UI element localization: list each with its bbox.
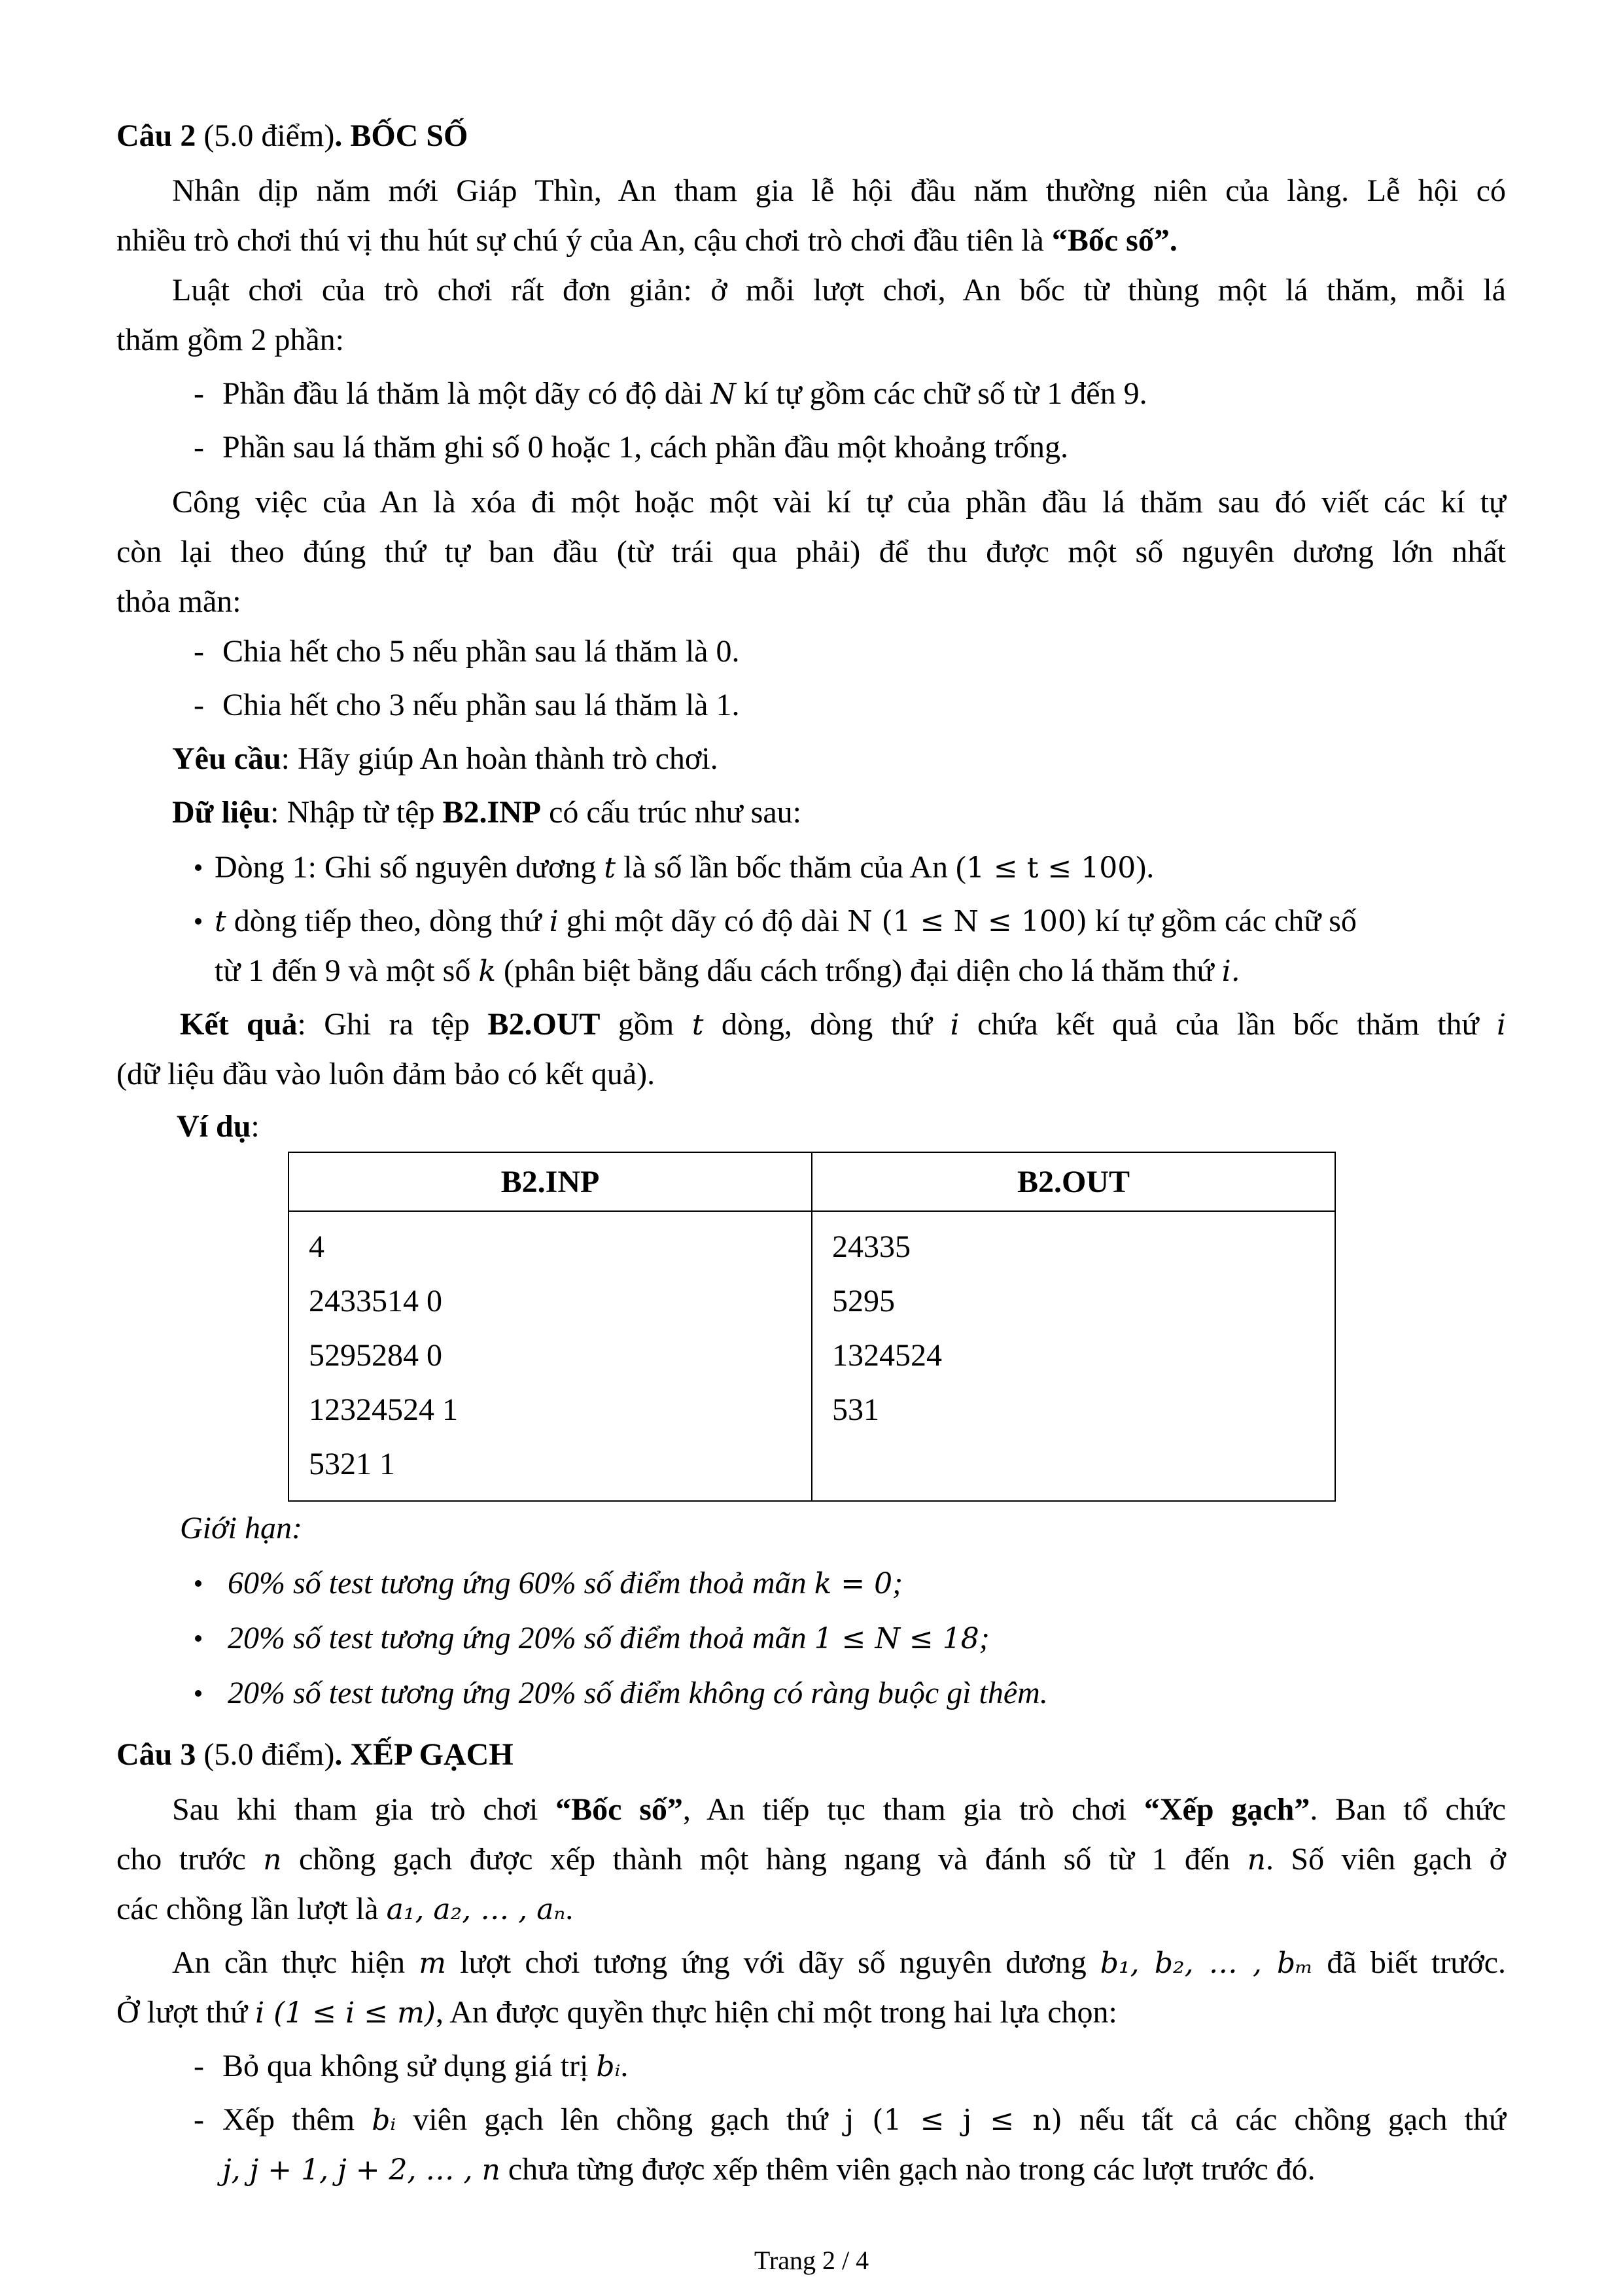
output-line: 5295 (832, 1284, 895, 1318)
q2-task-line-1: Công việc của An là xóa đi một hoặc một vài kí tự của phần đầu lá thăm sau đó viết các kí tự (172, 485, 1506, 520)
bullet-dot (195, 918, 201, 925)
q2-task-line-2: còn lại theo đúng thứ tự ban đầu (từ trái qua phải) để thu được một số nguyên dương lớn nhất (116, 535, 1506, 569)
q2-limit-1: 60% số test tương ứng 60% số điểm thoả mãn k = 0; (228, 1566, 903, 1600)
q3-para-2-line-2: Ở lượt thứ i (1 ≤ i ≤ m), An được quyền thực hiện chỉ một trong hai lựa chọn: (116, 1995, 1117, 2030)
output-line: 1324524 (832, 1338, 942, 1373)
q2-example-label: Ví dụ: (177, 1109, 260, 1144)
input-line: 5295284 0 (309, 1338, 442, 1373)
input-line: 4 (309, 1229, 324, 1264)
q2-input-description: Dữ liệu: Nhập từ tệp B2.INP có cấu trúc như sau: (172, 795, 801, 830)
dash-bullet: - (194, 2102, 204, 2137)
table-header-output: B2.OUT (812, 1152, 1335, 1211)
dash-bullet: - (194, 430, 204, 465)
q2-input-line-2b: từ 1 đến 9 và một số k (phân biệt bằng dấu cách trống) đại diện cho lá thăm thứ i. (215, 953, 1240, 988)
q2-part-1: Phần đầu lá thăm là một dãy có độ dài N kí tự gồm các chữ số từ 1 đến 9. (222, 376, 1147, 411)
dash-bullet: - (194, 688, 204, 722)
q2-output-line-1: Kết quả: Ghi ra tệp B2.OUT gồm t dòng, dòng thứ i chứa kết quả của lần bốc thăm thứ i (180, 1007, 1507, 1042)
table-header-row (288, 1152, 1335, 1211)
q2-intro-line-2: nhiều trò chơi thú vị thu hút sự chú ý của An, cậu chơi trò chơi đầu tiên là “Bốc số”. (116, 223, 1178, 258)
q2-input-line-1: Dòng 1: Ghi số nguyên dương t là số lần bốc thăm của An (1 ≤ t ≤ 100). (215, 850, 1155, 885)
bullet-dot (195, 1580, 201, 1587)
q3-option-2-line-2: j, j + 1, j + 2, … , n chưa từng được xếp thêm viên gạch nào trong các lượt trước đó. (222, 2152, 1316, 2187)
input-line: 12324524 1 (309, 1392, 458, 1427)
table-header-input: B2.INP (288, 1152, 812, 1211)
q2-limit-3: 20% số test tương ứng 20% số điểm không có ràng buộc gì thêm. (228, 1676, 1048, 1710)
input-line: 2433514 0 (309, 1284, 442, 1318)
dash-bullet: - (194, 634, 204, 669)
example-table (288, 1152, 1336, 1502)
q3-para-1-line-2: cho trước n chồng gạch được xếp thành một hàng ngang và đánh số từ 1 đến n. Số viên gạch ở (116, 1842, 1506, 1877)
q2-task-line-3: thỏa mãn: (116, 584, 241, 619)
q2-limits-label: Giới hạn: (180, 1511, 302, 1545)
q2-rules-line-2: thăm gồm 2 phần: (116, 323, 344, 357)
bullet-dot (195, 1635, 201, 1642)
table-cell-output (812, 1211, 1335, 1501)
q3-para-1-line-1: Sau khi tham gia trò chơi “Bốc số”, An tiếp tục tham gia trò chơi “Xếp gạch”. Ban tổ chức (172, 1792, 1507, 1827)
dash-bullet: - (194, 376, 204, 411)
q3-heading: Câu 3 (5.0 điểm). XẾP GẠCH (116, 1737, 514, 1772)
q2-condition-1: Chia hết cho 5 nếu phần sau lá thăm là 0. (222, 634, 740, 669)
output-line: 24335 (832, 1229, 911, 1264)
bullet-dot (195, 1690, 201, 1697)
q2-part-2: Phần sau lá thăm ghi số 0 hoặc 1, cách phần đầu một khoảng trống. (222, 430, 1069, 465)
q3-para-1-line-3: các chồng lần lượt là a₁, a₂, … , aₙ. (116, 1892, 574, 1926)
output-line: 531 (832, 1392, 879, 1427)
q3-para-2-line-1: An cần thực hiện m lượt chơi tương ứng với dãy số nguyên dương b₁, b₂, … , bₘ đã biết trước. (172, 1945, 1507, 1980)
q2-condition-2: Chia hết cho 3 nếu phần sau lá thăm là 1. (222, 688, 740, 722)
q2-intro-line-1: Nhân dịp năm mới Giáp Thìn, An tham gia lễ hội đầu năm thường niên của làng. Lễ hội có (172, 173, 1506, 208)
dash-bullet: - (194, 2049, 204, 2083)
q2-requirement: Yêu cầu: Hãy giúp An hoàn thành trò chơi. (172, 741, 718, 776)
q3-option-2-line-1: Xếp thêm bᵢ viên gạch lên chồng gạch thứ j (1 ≤ j ≤ n) nếu tất cả các chồng gạch thứ (222, 2102, 1506, 2137)
q2-output-line-2: (dữ liệu đầu vào luôn đảm bảo có kết quả). (116, 1057, 655, 1091)
bullet-dot (195, 864, 201, 871)
input-line: 5321 1 (309, 1447, 395, 1481)
table-cell-input (288, 1211, 812, 1501)
q2-rules-line-1: Luật chơi của trò chơi rất đơn giản: ở mỗi lượt chơi, An bốc từ thùng một lá thăm, mỗi lá (172, 273, 1506, 308)
q2-heading: Câu 2 (5.0 điểm). BỐC SỐ (116, 118, 468, 153)
table-row (288, 1211, 1335, 1501)
q2-input-line-2a: t dòng tiếp theo, dòng thứ i ghi một dãy có độ dài N (1 ≤ N ≤ 100) kí tự gồm các chữ số (215, 904, 1357, 938)
q3-option-1: Bỏ qua không sử dụng giá trị bᵢ. (222, 2049, 629, 2083)
page-footer: Trang 2 / 4 (754, 2246, 869, 2275)
q2-limit-2: 20% số test tương ứng 20% số điểm thoả mãn 1 ≤ N ≤ 18; (228, 1621, 990, 1655)
